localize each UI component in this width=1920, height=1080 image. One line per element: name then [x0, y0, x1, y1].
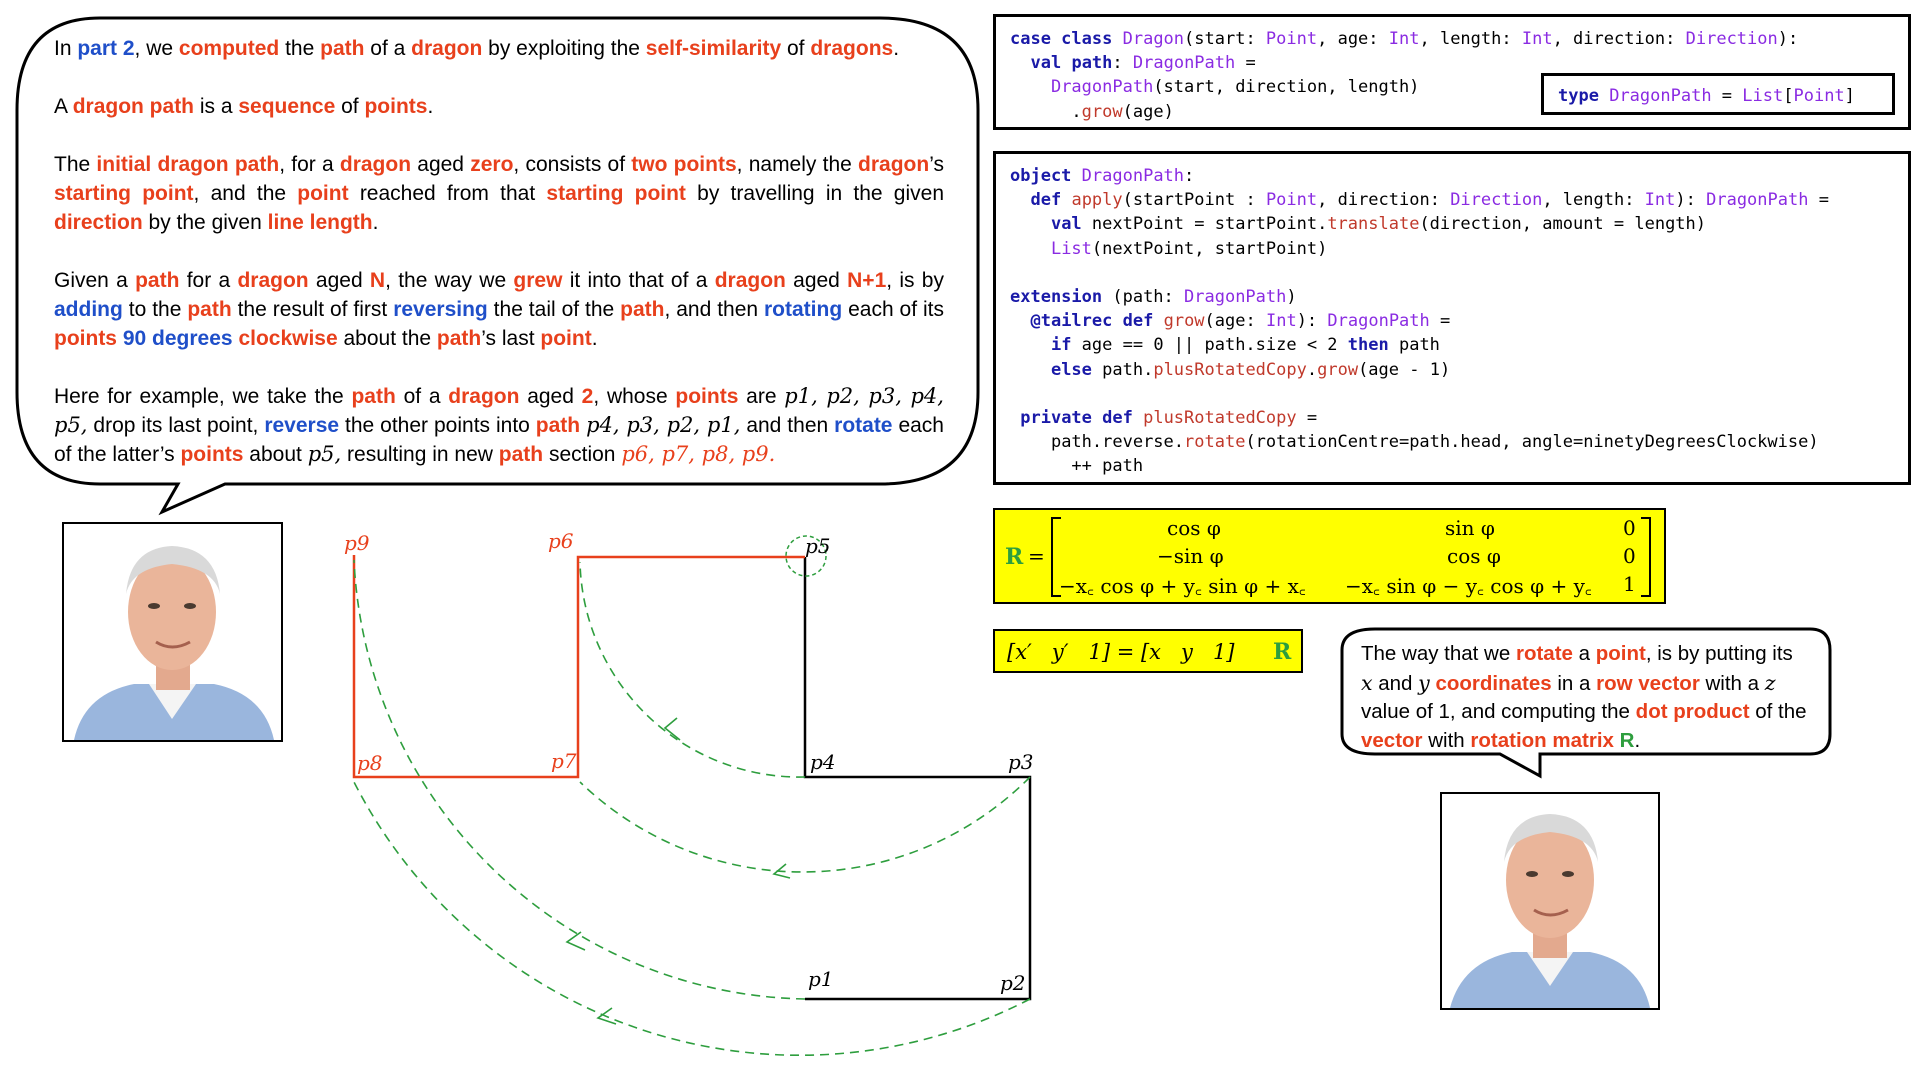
- paragraph-2: A dragon path is a sequence of points.: [54, 95, 434, 118]
- paragraph-4: Given a path for a dragon aged N, the way we grew it into that of a dragon aged N+1, is by adding to the path the result of first reversing the tail of the path, and then rotating each of its points 90 degrees clockwise about the path’s last point.: [54, 269, 944, 350]
- code-line: val nextPoint = startPoint.translate(direction, amount = length): [1050, 214, 1707, 235]
- matrix-label: R: [1005, 544, 1024, 570]
- label-p5: p5: [805, 534, 831, 558]
- code-line: case class Dragon(start: Point, age: Int, length: Int, direction: Direction):: [1010, 29, 1799, 49]
- matrix-r2c2: cos φ: [1447, 544, 1501, 568]
- label-p6: p6: [548, 529, 574, 553]
- matrix-r2c1: −sin φ: [1157, 544, 1224, 568]
- matrix-r1c1: cos φ: [1167, 516, 1221, 540]
- presenter-photo-right: [1440, 792, 1660, 1010]
- row-vector-matrix-label: R: [1273, 639, 1292, 665]
- code-line-blank: [1010, 382, 1908, 406]
- label-p4: p4: [810, 750, 836, 774]
- row-vector-equation: [x′ y′ 1] = [x y 1]: [1007, 640, 1235, 664]
- paragraph-1: In part 2, we computed the path of a dragon by exploiting the self-similarity of dragons.: [54, 37, 900, 60]
- matrix-r2c3: 0: [1623, 544, 1636, 568]
- rotated-path: [354, 555, 805, 777]
- code-line: extension (path: DragonPath): [1010, 287, 1297, 308]
- code-line: else path.plusRotatedCopy.grow(age - 1): [1050, 359, 1451, 380]
- label-p9: p9: [344, 531, 370, 555]
- matrix-r3c1: −x꜀ cos φ + y꜀ sin φ + x꜀: [1059, 574, 1306, 598]
- label-p8: p8: [357, 751, 383, 775]
- label-p3: p3: [1008, 750, 1034, 774]
- code-line: List(nextPoint, startPoint): [1050, 238, 1328, 259]
- matrix-equals: =: [1028, 544, 1045, 568]
- matrix-r3c2: −x꜀ sin φ − y꜀ cos φ + y꜀: [1345, 574, 1592, 598]
- rotation-arc-p3-p7: [580, 777, 1030, 872]
- original-path: [805, 557, 1030, 999]
- rotation-matrix-box: [993, 508, 1666, 604]
- paragraph-5: Here for example, we take the path of a dragon aged 2, whose points are p1, p2, p3, p4, p5, drop its last point, reverse the other points into path p4, p3, p2, p1, and then rotate each of the latter’s points about p5, resulting in new path section p6, p7, p8, p9.: [54, 384, 944, 466]
- label-p1: p1: [808, 967, 834, 991]
- paragraph-3: The initial dragon path, for a dragon aged zero, consists of two points, namely the dragon’s starting point, and the point reached from that starting point by travelling in the given direction by the given line length.: [54, 153, 945, 234]
- person-avatar-icon: [1442, 794, 1658, 1008]
- code-line-blank: [1010, 261, 1908, 285]
- matrix-r1c3: 0: [1623, 516, 1636, 540]
- matrix-r1c2: sin φ: [1445, 516, 1495, 540]
- code-type-alias: [1541, 73, 1895, 115]
- code-line: def apply(startPoint : Point, direction: Direction, length: Int): DragonPath =: [1030, 190, 1829, 211]
- part-2-link[interactable]: part 2: [77, 37, 135, 60]
- code-line: DragonPath(start, direction, length): [1050, 77, 1420, 98]
- label-p7: p7: [551, 749, 577, 773]
- code-line: val path: DragonPath =: [1030, 53, 1256, 74]
- row-vector-equation-box: [993, 629, 1303, 673]
- code-line: path.reverse.rotate(rotationCentre=path.head, angle=ninetyDegreesClockwise): [1050, 432, 1819, 453]
- code-line: object DragonPath:: [1010, 166, 1195, 186]
- code-line: if age == 0 || path.size < 2 then path: [1050, 335, 1440, 356]
- rotation-arc-p2-p8: [354, 782, 1030, 1055]
- code-line: .grow(age): [1071, 101, 1174, 122]
- code-line: @tailrec def grow(age: Int): DragonPath =: [1030, 311, 1451, 332]
- code-line: private def plusRotatedCopy =: [1020, 408, 1318, 429]
- arc-arrow-icon: [567, 932, 585, 950]
- code-line: type DragonPath = List[Point]: [1558, 86, 1855, 106]
- code-block-dragonpath-object: [993, 151, 1911, 485]
- label-p2: p2: [1000, 971, 1026, 995]
- code-line: ++ path: [1071, 456, 1144, 477]
- rotation-arc-p4-p6: [580, 562, 805, 777]
- right-bracket-icon: [1639, 516, 1653, 598]
- note-text: The way that we rotate a point, is by putting its x and y coordinates in a row vector with a z value of 1, and computing the dot product of the vector with rotation matrix R.: [1361, 642, 1807, 752]
- matrix-r3c3: 1: [1623, 572, 1636, 596]
